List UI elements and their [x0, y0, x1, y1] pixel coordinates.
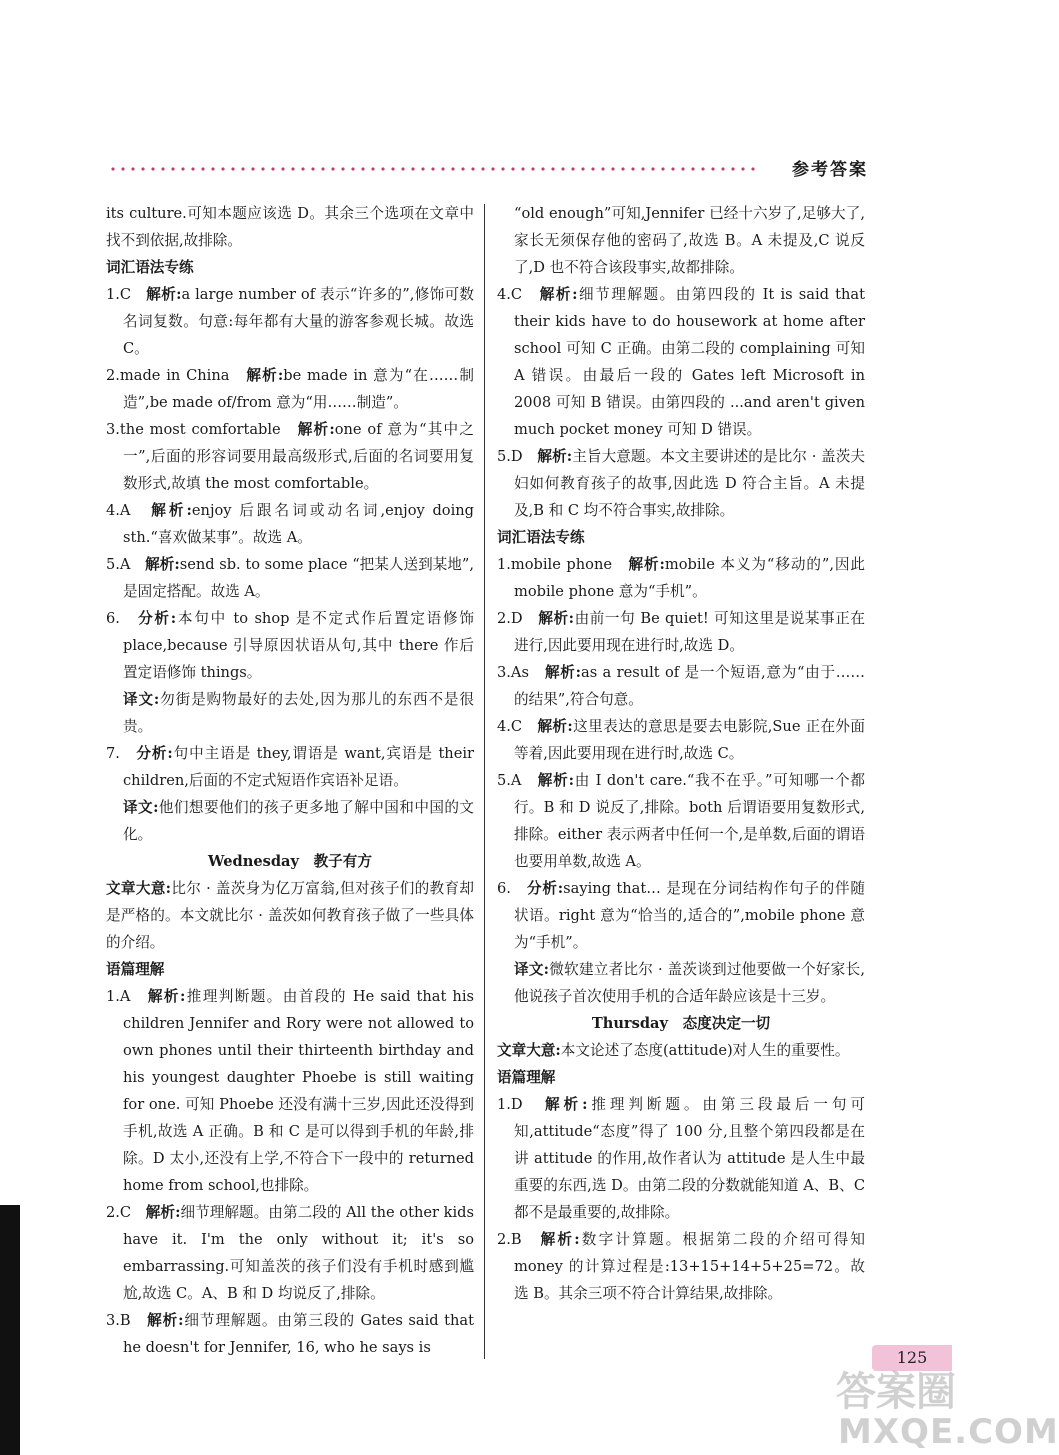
item-number: 2.B: [497, 1231, 522, 1248]
item-text: 主旨大意题。本文主要讲述的是比尔 · 盖茨夫妇如何教育孩子的故事,因此选 D 符合主旨。A 未提及,B 和 C 均不符合事实,故排除。: [514, 448, 865, 519]
watermark-line1: 答案圈: [836, 1369, 956, 1415]
section-heading: [106, 956, 474, 983]
item-label: 解析: [545, 1096, 583, 1113]
scan-edge-shadow: [0, 1205, 20, 1455]
section-heading: [497, 524, 865, 551]
answer-item: 6. 分析:本句中 to shop 是不定式作后置定语修饰 place,because 引导原因状语从句,其中 there 作后置定语修饰 things。: [106, 610, 474, 681]
item-text: 数字计算题。根据第二段的介绍可得知 money 的计算过程是:13+15+14+5+25=72。故选 B。其余三项不符合计算结果,故排除。: [514, 1231, 865, 1302]
section-heading: [497, 1064, 865, 1091]
item-text: 这里表达的意思是要去电影院,Sue 正在外面等着,因此要用现在进行时,故选 C。: [514, 718, 865, 762]
item-text: send sb. to some place “把某人送到某地”,是固定搭配。故选 A。: [123, 556, 474, 600]
item-number: 5.A: [106, 556, 131, 573]
item-number: 2.D: [497, 610, 523, 627]
item-label: 解析: [145, 1204, 176, 1221]
item-number: 3.As: [497, 664, 529, 681]
day-title: [497, 1010, 865, 1037]
paragraph: 文章大意:本文论述了态度(attitude)对人生的重要性。: [497, 1042, 850, 1059]
item-text: mobile 本义为“移动的”,因此 mobile phone 意为“手机”。: [514, 556, 865, 600]
item-label: 解析: [147, 1312, 179, 1329]
item-label: 文章大意: [106, 880, 166, 897]
paragraph: [106, 200, 474, 254]
paragraph: [497, 200, 865, 281]
paragraph: 译文:勿街是购物最好的去处,因为那儿的东西不是很贵。: [123, 691, 474, 735]
left-column: [106, 200, 474, 1361]
item-text: its culture.可知本题应该选 D。其余三个选项在文章中找不到依据,故排除。: [106, 205, 474, 249]
item-label: 译文: [123, 799, 154, 816]
item-text: 比尔 · 盖茨身为亿万富翁,但对孩子们的教育却是严格的。本文就比尔 · 盖茨如何教育孩子做了一些具体的介绍。: [106, 880, 474, 951]
answer-item: 1.C 解析:a large number of 表示“许多的”,修饰可数名词复数。句意:每年都有大量的游客参观长城。故选 C。: [106, 286, 474, 357]
item-label: 解析: [544, 664, 576, 681]
item-label: 解析: [145, 556, 175, 573]
item-number: 1.C: [106, 286, 132, 303]
item-label: 解析: [537, 718, 568, 735]
answer-item: 1.mobile phone 解析:mobile 本义为“移动的”,因此 mobile phone 意为“手机”。: [497, 556, 865, 600]
item-text: enjoy 后跟名词或动名词,enjoy doing sth.“喜欢做某事”。故选 A。: [123, 502, 474, 546]
item-text: as a result of 是一个短语,意为“由于……的结果”,符合句意。: [514, 664, 865, 708]
right-column: [497, 200, 865, 1307]
answer-item: 4.A 解析:enjoy 后跟名词或动名词,enjoy doing sth.“喜欢做某事”。故选 A。: [106, 502, 474, 546]
item-number: 3.B: [106, 1312, 131, 1329]
item-number: 1.D: [497, 1096, 523, 1113]
item-number: 4.C: [497, 286, 523, 303]
item-label: 解析: [297, 421, 330, 438]
item-label: 分析: [138, 610, 171, 627]
item-text: 由 I don't care.“我不在乎。”可知哪一个都行。B 和 D 说反了,排除。both 后谓语要用复数形式,排除。either 表示两者中任何一个,是单数,后面的谓语也要用单数,故选 A。: [514, 772, 865, 870]
item-number: 4.C: [497, 718, 523, 735]
item-number: 3.the most comfortable: [106, 421, 281, 438]
item-text: 本文论述了态度(attitude)对人生的重要性。: [560, 1042, 850, 1059]
item-label: 解析: [628, 556, 660, 573]
item-text: 由前一句 Be quiet! 可知这里是说某事正在进行,因此要用现在进行时,故选 D。: [514, 610, 865, 654]
answer-item: 2.B 解析:数字计算题。根据第二段的介绍可得知 money 的计算过程是:13+15+14+5+25=72。故选 B。其余三项不符合计算结果,故排除。: [497, 1231, 865, 1302]
item-text: “old enough”可知,Jennifer 已经十六岁了,足够大了,家长无须保存他的密码了,故选 B。A 未提及,C 说反了,D 也不符合该段事实,故都排除。: [514, 205, 865, 276]
item-text: 语篇理解: [497, 1069, 556, 1086]
item-label: 解析: [539, 286, 573, 303]
paragraph: 译文:他们想要他们的孩子更多地了解中国和中国的文化。: [123, 799, 474, 843]
page-header: [108, 155, 868, 185]
item-number: 7.: [106, 745, 120, 762]
answer-item: 7. 分析:句中主语是 they,谓语是 want,宾语是 their children,后面的不定式短语作宾语补足语。: [106, 745, 474, 789]
answer-item: 3.the most comfortable 解析:one of 意为“其中之一”,后面的形容词要用最高级形式,后面的名词要用复数形式,故填 the most comfortable。: [106, 421, 474, 492]
item-number: 4.A: [106, 502, 131, 519]
item-text: 词汇语法专练: [497, 529, 585, 546]
item-number: 1.mobile phone: [497, 556, 612, 573]
answer-item: 2.made in China 解析:be made in 意为“在……制造”,be made of/from 意为“用……制造”。: [106, 367, 474, 411]
header-title: 参考答案: [792, 160, 868, 180]
item-label: 解析: [540, 1231, 575, 1248]
item-text: 微软建立者比尔 · 盖茨谈到过他要做一个好家长,他说孩子首次使用手机的合适年龄应该是十三岁。: [514, 961, 865, 1005]
item-label: 解析: [537, 448, 567, 465]
answer-item: 3.B 解析:细节理解题。由第三段的 Gates said that he doesn't for Jennifer, 16, who he says is: [106, 1312, 474, 1356]
item-label: 解析: [537, 772, 569, 789]
item-text: Wednesday 教子有方: [208, 853, 372, 870]
item-label: 译文: [514, 961, 544, 978]
item-text: a large number of 表示“许多的”,修饰可数名词复数。句意:每年都有大量的游客参观长城。故选 C。: [123, 286, 474, 357]
item-label: 解析: [246, 367, 278, 384]
answer-item: 4.C 解析:这里表达的意思是要去电影院,Sue 正在外面等着,因此要用现在进行时,故选 C。: [497, 718, 865, 762]
item-number: 1.A: [106, 988, 131, 1005]
item-label: 解析: [147, 988, 180, 1005]
item-text: one of 意为“其中之一”,后面的形容词要用最高级形式,后面的名词要用复数形式,故填 the most comfortable。: [123, 421, 474, 492]
dotted-rule: [108, 167, 758, 171]
item-number: 2.C: [106, 1204, 132, 1221]
paragraph: 译文:微软建立者比尔 · 盖茨谈到过他要做一个好家长,他说孩子首次使用手机的合适年龄应该是十三岁。: [514, 961, 865, 1005]
item-text: 推理判断题。由第三段最后一句可知,attitude“态度”得了 100 分,且整个第四段都是在讲 attitude 的作用,故作者认为 attitude 是人生中最重要的东西,选 D。由第二段的分数就能知道 A、B、C 都不是最重要的,故排除。: [514, 1096, 865, 1221]
answer-item: 2.C 解析:细节理解题。由第二段的 All the other kids have it. I'm the only without it; it's so embarrassing.可知盖茨的孩子们没有手机时感到尴尬,故选 C。A、B 和 D 均说反了,排除。: [106, 1204, 474, 1302]
item-text: 推理判断题。由首段的 He said that his children Jennifer and Rory were not allowed to own phones until their thirteenth birthday and his youngest daughter Phoebe is still waiting for one. 可知 Phoebe 还没有满十三岁,因此还没得到手机,故选 A 正确。B 和 C 是可以得到手机的年龄,排除。D 太小,还没有上学,不符合下一段中的 returned home from school,也排除。: [123, 988, 474, 1194]
answer-item: 1.D 解析:推理判断题。由第三段最后一句可知,attitude“态度”得了 100 分,且整个第四段都是在讲 attitude 的作用,故作者认为 attitude 是人生中最重要的东西,选 D。由第二段的分数就能知道 A、B、C 都不是最重要的,故排除。: [497, 1096, 865, 1221]
item-text: 他们想要他们的孩子更多地了解中国和中国的文化。: [123, 799, 474, 843]
item-label: 解析: [538, 610, 569, 627]
item-text: 细节理解题。由第三段的 Gates said that he doesn't for Jennifer, 16, who he says is: [123, 1312, 474, 1356]
item-text: 细节理解题。由第二段的 All the other kids have it. I'm the only without it; it's so embarrassing.可知盖茨的孩子们没有手机时感到尴尬,故选 C。A、B 和 D 均说反了,排除。: [123, 1204, 474, 1302]
answer-item: 5.A 解析:由 I don't care.“我不在乎。”可知哪一个都行。B 和 D 说反了,排除。both 后谓语要用复数形式,排除。either 表示两者中任何一个,是单数,后面的谓语也要用单数,故选 A。: [497, 772, 865, 870]
item-label: 译文: [123, 691, 154, 708]
item-number: 2.made in China: [106, 367, 230, 384]
item-text: 语篇理解: [106, 961, 165, 978]
item-label: 分析: [527, 880, 558, 897]
answer-item: 3.As 解析:as a result of 是一个短语,意为“由于……的结果”,符合句意。: [497, 664, 865, 708]
item-label: 分析: [136, 745, 168, 762]
answer-item: 5.A 解析:send sb. to some place “把某人送到某地”,是固定搭配。故选 A。: [106, 556, 474, 600]
item-label: 解析: [151, 502, 187, 519]
section-heading: [106, 254, 474, 281]
item-text: 细节理解题。由第四段的 It is said that their kids have to do housework at home after school 可知 C 正确。由第二段的 complaining 可知 A 错误。由最后一段的 Gates left Microsoft in 2008 可知 B 错误。由第四段的 ...and aren't given much pocket money 可知 D 错误。: [514, 286, 865, 438]
item-label: 解析: [146, 286, 177, 303]
item-text: 勿街是购物最好的去处,因为那儿的东西不是很贵。: [123, 691, 474, 735]
answer-item: 2.D 解析:由前一句 Be quiet! 可知这里是说某事正在进行,因此要用现在进行时,故选 D。: [497, 610, 865, 654]
answer-item: 5.D 解析:主旨大意题。本文主要讲述的是比尔 · 盖茨夫妇如何教育孩子的故事,因此选 D 符合主旨。A 未提及,B 和 C 均不符合事实,故排除。: [497, 448, 865, 519]
item-label: 文章大意: [497, 1042, 556, 1059]
item-number: 6.: [106, 610, 120, 627]
paragraph: 文章大意:比尔 · 盖茨身为亿万富翁,但对孩子们的教育却是严格的。本文就比尔 · 盖茨如何教育孩子做了一些具体的介绍。: [106, 880, 474, 951]
answer-item: 6. 分析:saying that… 是现在分词结构作句子的伴随状语。right 意为“恰当的,适合的”,mobile phone 意为“手机”。: [497, 880, 865, 951]
answer-item: 4.C 解析:细节理解题。由第四段的 It is said that their kids have to do housework at home after school 可知 C 正确。由第二段的 complaining 可知 A 错误。由最后一段的 Gates left Microsoft in 2008 可知 B 错误。由第四段的 ...and aren't given much pocket money 可知 D 错误。: [497, 286, 865, 438]
answer-item: 1.A 解析:推理判断题。由首段的 He said that his children Jennifer and Rory were not allowed to own phones until their thirteenth birthday and his youngest daughter Phoebe is still waiting for one. 可知 Phoebe 还没有满十三岁,因此还没得到手机,故选 A 正确。B 和 C 是可以得到手机的年龄,排除。D 太小,还没有上学,不符合下一段中的 returned home from school,也排除。: [106, 988, 474, 1194]
watermark: [826, 1360, 1059, 1455]
item-text: be made in 意为“在……制造”,be made of/from 意为“用……制造”。: [123, 367, 474, 411]
column-divider: [484, 204, 485, 1359]
watermark-line2: MXQE.COM: [838, 1412, 1059, 1452]
item-text: saying that… 是现在分词结构作句子的伴随状语。right 意为“恰当的,适合的”,mobile phone 意为“手机”。: [514, 880, 865, 951]
day-title: [106, 848, 474, 875]
item-text: 句中主语是 they,谓语是 want,宾语是 their children,后面的不定式短语作宾语补足语。: [123, 745, 474, 789]
item-text: 本句中 to shop 是不定式作后置定语修饰 place,because 引导原因状语从句,其中 there 作后置定语修饰 things。: [123, 610, 474, 681]
page-number: 125: [872, 1345, 952, 1371]
item-number: 6.: [497, 880, 511, 897]
item-text: 词汇语法专练: [106, 259, 194, 276]
item-number: 5.D: [497, 448, 523, 465]
item-number: 5.A: [497, 772, 522, 789]
item-text: Thursday 态度决定一切: [591, 1015, 771, 1032]
